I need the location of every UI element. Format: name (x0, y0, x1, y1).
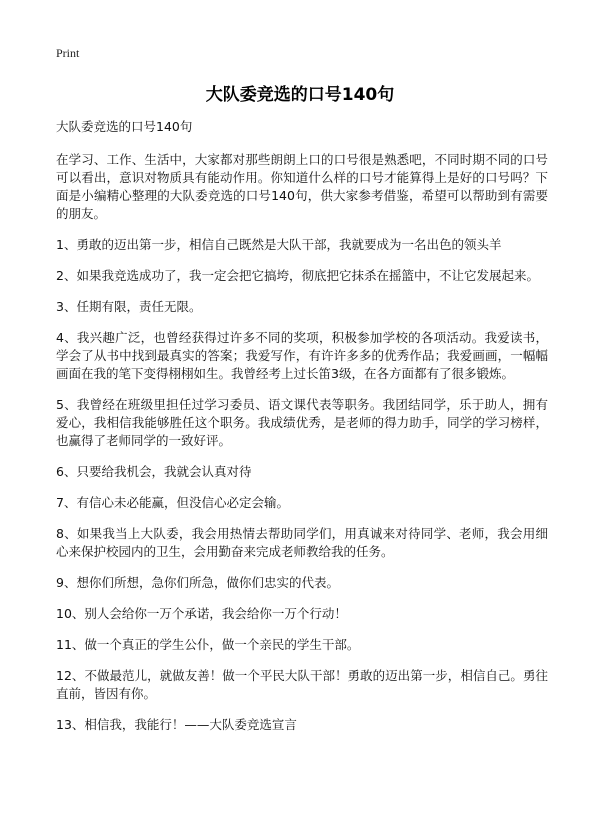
slogan-item-3: 3、任期有限，责任无限。 (56, 299, 202, 314)
slogan-item-12: 12、不做最范儿，就做友善！做一个平民大队干部！勇敢的迈出第一步，相信自己。勇往直前，皆因有你。 (56, 668, 548, 701)
slogan-item-2: 2、如果我竞选成功了，我一定会把它搞垮，彻底把它抹杀在摇篮中，不让它发展起来。 (56, 268, 539, 283)
slogan-item-9: 9、想你们所想，急你们所急，做你们忠实的代表。 (56, 575, 339, 590)
slogan-item-5: 5、我曾经在班级里担任过学习委员、语文课代表等职务。我团结同学，乐于助人，拥有爱心，我相信我能够胜任这个职务。我成绩优秀，是老师的得力助手，同学的学习榜样，也赢得了老师同学的一致好评。 (56, 397, 548, 448)
slogan-item-6: 6、只要给我机会，我就会认真对待 (56, 464, 252, 479)
slogan-item-4: 4、我兴趣广泛，也曾经获得过许多不同的奖项，积极参加学校的各项活动。我爱读书，学会了从书中找到最真实的答案；我爱写作，有许许多多的优秀作品；我爱画画，一幅幅画面在我的笔下变得栩栩如生。我曾经考上过长笛3级，在各方面都有了很多锻炼。 (56, 330, 548, 381)
document-subtitle: 大队委竞选的口号140句 (56, 119, 193, 134)
page-title: 大队委竞选的口号140句 (205, 85, 395, 105)
slogan-item-11: 11、做一个真正的学生公仆，做一个亲民的学生干部。 (56, 637, 360, 652)
print-link[interactable]: Print (56, 46, 80, 60)
slogan-item-7: 7、有信心未必能赢，但没信心必定会输。 (56, 495, 289, 510)
slogan-item-1: 1、勇敢的迈出第一步，相信自己既然是大队干部，我就要成为一名出色的领头羊 (56, 237, 502, 252)
slogan-item-10: 10、别人会给你一万个承诺，我会给你一万个行动！ (56, 606, 347, 621)
document-body (56, 118, 548, 747)
slogan-item-13: 13、相信我，我能行！——大队委竞选宣言 (56, 717, 297, 732)
intro-paragraph: 在学习、工作、生活中，大家都对那些朗朗上口的口号很是熟悉吧，不同时期不同的口号可以看出，意识对物质具有能动作用。你知道什么样的口号才能算得上是好的口号吗？下面是小编精心整理的大队委竞选的口号140句，供大家参考借鉴，希望可以帮助到有需要的朋友。 (56, 152, 548, 221)
slogan-item-8: 8、如果我当上大队委，我会用热情去帮助同学们，用真诚来对待同学、老师，我会用细心来保护校园内的卫生，会用勤奋来完成老师教给我的任务。 (56, 526, 548, 559)
